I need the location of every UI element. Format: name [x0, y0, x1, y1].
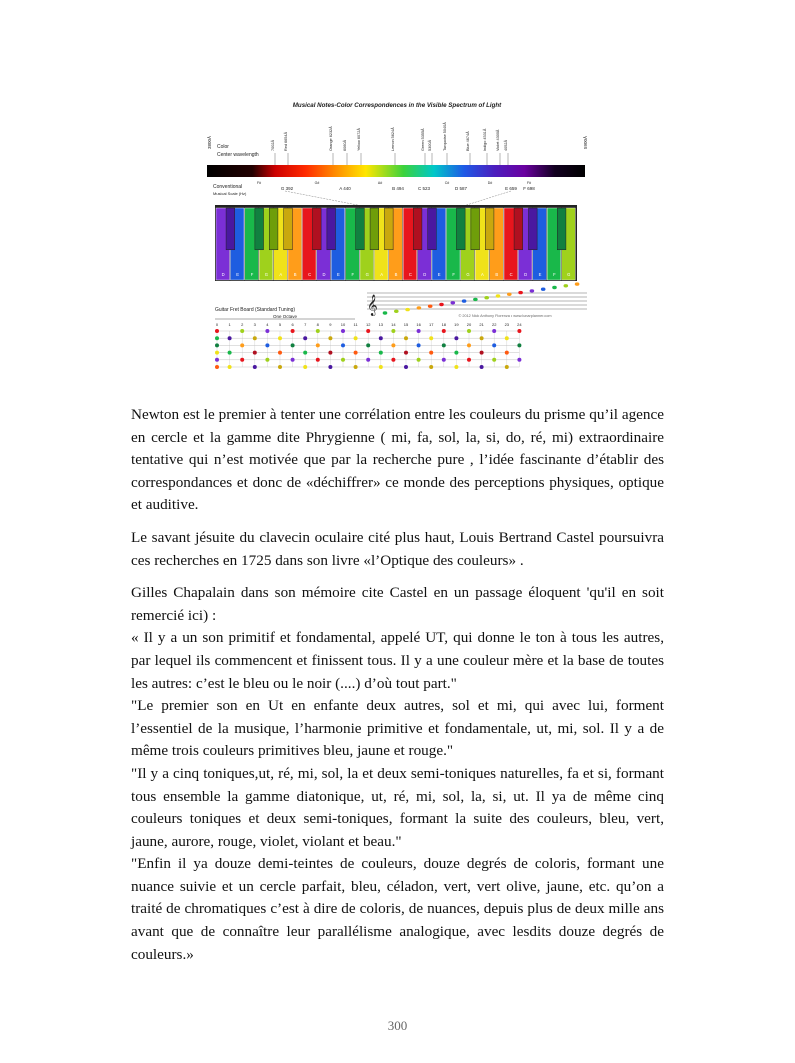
key-note-label: D — [322, 272, 326, 277]
fret-dot — [291, 358, 295, 362]
key-note-label: D — [423, 272, 427, 277]
wavelength-label: 6060Å — [343, 140, 347, 151]
black-key — [456, 208, 465, 250]
key-note-label: E — [337, 272, 340, 277]
fret-dot — [366, 329, 370, 333]
key-note-label: F — [351, 272, 355, 277]
fret-dot — [467, 329, 471, 333]
fret-number: 14 — [391, 322, 396, 327]
fret-dot — [517, 329, 521, 333]
fret-dot — [278, 365, 282, 369]
fret-dot — [228, 365, 232, 369]
fret-number: 5 — [278, 322, 282, 327]
black-key — [226, 208, 235, 250]
black-key — [255, 208, 264, 250]
wavelength-labels — [270, 122, 508, 165]
staff-note — [530, 289, 535, 292]
frequency-label: B 494 — [392, 186, 404, 191]
fret-dot — [303, 351, 307, 355]
fret-dot — [316, 329, 320, 333]
fret-dot — [341, 329, 345, 333]
staff-note — [518, 291, 523, 294]
conventional-label: Conventional — [213, 184, 243, 190]
quote-cinq-toniques: "Il y a cinq toniques,ut, ré, mi, sol, la et deux semi-toniques naturelles, fa et si, formant tous ensemble la gamme diatonique, ut, ré, mi, sol, la, si, ut. Il ya de même cinq couleurs toniques et deux semi-toniques, formant la suite des couleurs, bleu, vert, jaune, aurore, rouge, violet, violant et beau." — [131, 764, 664, 850]
center-wavelength-label: Center wavelength — [217, 152, 259, 158]
fret-dot — [492, 329, 496, 333]
fret-dot — [228, 351, 232, 355]
staff-note — [405, 308, 410, 311]
fret-number: 15 — [403, 322, 409, 327]
fret-dot — [303, 365, 307, 369]
fret-number: 22 — [491, 322, 497, 327]
frequency-label: G 392 — [280, 186, 294, 191]
fret-dot — [480, 336, 484, 340]
fret-dot — [505, 336, 509, 340]
key-note-label: C — [408, 272, 412, 277]
staff-note — [439, 303, 444, 306]
black-key — [485, 208, 494, 250]
fret-dot — [454, 351, 458, 355]
color-label: Color — [217, 144, 229, 150]
fret-dot — [442, 343, 446, 347]
key-note-label: D — [221, 272, 225, 277]
wavelength-label: Red 6654Å — [284, 132, 288, 151]
copyright-text: © 2012 Nick Anthony Fiorenza • www.lunarplanner.com — [458, 314, 552, 318]
sharp-note-label: F# — [526, 181, 532, 185]
fret-dot — [391, 329, 395, 333]
fret-number: 6 — [291, 322, 294, 327]
fret-dot — [505, 351, 509, 355]
fret-dot — [492, 343, 496, 347]
fret-dot — [404, 336, 408, 340]
fret-dot — [240, 329, 244, 333]
fret-dot — [328, 351, 332, 355]
key-note-label: E — [437, 272, 441, 277]
frequency-label: A 440 — [339, 186, 351, 191]
fret-dot — [366, 358, 370, 362]
fret-dot — [429, 365, 433, 369]
staff-note — [473, 298, 478, 301]
fret-dot — [391, 358, 395, 362]
fret-dot — [492, 358, 496, 362]
key-note-label: E — [236, 272, 239, 277]
fret-dot — [417, 358, 421, 362]
fret-dot — [404, 365, 408, 369]
key-note-label: F — [553, 272, 556, 277]
fret-dot — [454, 336, 458, 340]
wavelength-label: Orange 6232Å — [329, 126, 333, 151]
fret-dot — [253, 336, 257, 340]
staff-note — [462, 299, 467, 302]
musical-scale-label: Musical Scale (Hz) — [213, 191, 247, 196]
frequency-label: C 523 — [417, 186, 431, 191]
black-key — [514, 208, 523, 250]
paragraph-newton: Newton est le premier à tenter une corrélation entre les couleurs du prisme qu’il agence en cercle et la gamme dite Phrygienne ( mi, fa, sol, la, si, do, ré, mi) extraordinaire tentative qui n’est motivée que par la recherche pure , l’idée fascinante d’établir des correspondances et donc de «déchiffrer» ce monde des perceptions physiques, optique et auditive. — [131, 406, 664, 514]
fret-dot — [215, 343, 219, 347]
fret-dot — [328, 336, 332, 340]
fret-number: 12 — [365, 322, 371, 327]
fret-dot — [316, 358, 320, 362]
fret-number: 21 — [479, 322, 484, 327]
staff-note — [564, 284, 569, 287]
fret-dot — [228, 336, 232, 340]
scale-frequency-labels — [281, 186, 535, 191]
fret-dot — [379, 351, 383, 355]
piano-keyboard — [215, 205, 577, 281]
body-text — [131, 404, 664, 966]
fret-dot — [278, 351, 282, 355]
octave-label: One Octave — [273, 314, 298, 319]
wavelength-label: Indigo 4531Å — [483, 128, 487, 151]
fret-dot — [328, 365, 332, 369]
black-key — [327, 208, 336, 250]
quote-douze-demi-teintes: "Enfin il ya douze demi-teintes de couleurs, douze degrés de coloris, formant une nuance suivie et un cercle parfait, bleu, céladon, vert, vert olive, jaune, etc. qu’on a traité de chromatiques c’est à dire de coloris, de nuances, depuis plus de deux mille ans avant que de connaître leur parallélisme analogique, avec lesdits douze degrés de couleurs.» — [131, 855, 664, 963]
fret-dot — [417, 343, 421, 347]
fret-dot — [480, 351, 484, 355]
fret-dot — [240, 343, 244, 347]
fret-dot — [215, 351, 219, 355]
fret-dot — [442, 329, 446, 333]
key-note-label: B — [495, 272, 499, 277]
guitar-fretboard — [215, 322, 522, 369]
fret-dot — [505, 365, 509, 369]
wavelength-label: Violet 4300Å — [496, 129, 500, 151]
staff-note — [451, 301, 456, 304]
fret-number: 24 — [517, 322, 522, 327]
fret-dot — [265, 358, 269, 362]
black-key — [471, 208, 480, 250]
fret-number: 10 — [340, 322, 346, 327]
fret-number: 17 — [428, 322, 434, 327]
staff-note — [575, 282, 580, 285]
fret-dot — [215, 329, 219, 333]
key-note-label: G — [264, 272, 269, 277]
fret-dot — [379, 365, 383, 369]
fret-number: 20 — [466, 322, 472, 327]
fretboard-title: Guitar Fret Board (Standard Tuning) — [215, 307, 296, 313]
wavelength-label: Green 5355Å — [421, 128, 425, 151]
key-note-label: F — [452, 272, 455, 277]
fret-dot — [442, 358, 446, 362]
sharp-note-labels — [257, 181, 531, 185]
wavelength-label: 4052Å — [504, 140, 508, 151]
black-key — [428, 208, 437, 250]
fret-dot — [291, 343, 295, 347]
fret-dot — [354, 351, 358, 355]
page-number: 300 — [387, 1018, 408, 1033]
staff-note — [507, 293, 512, 296]
fret-dot — [517, 358, 521, 362]
frequency-label: F 698 — [523, 186, 535, 191]
fret-dot — [291, 329, 295, 333]
key-note-label: G — [365, 272, 369, 277]
sharp-note-label: C# — [444, 181, 450, 185]
fret-number: 3 — [253, 322, 256, 327]
fret-number: 1 — [228, 322, 231, 327]
color-music-figure — [195, 95, 595, 370]
fret-dot — [240, 358, 244, 362]
fret-number: 18 — [441, 322, 447, 327]
fret-dot — [265, 343, 269, 347]
key-note-label: A — [279, 272, 283, 277]
fret-dot — [354, 365, 358, 369]
staff-note — [496, 294, 501, 297]
wavelength-label: 5300Å — [428, 140, 432, 151]
sharp-note-label: G# — [314, 181, 320, 185]
quote-ut: « Il y a un son primitif et fondamental, appelé UT, qui donne le ton à tous les autres, par lequel ils commencent et finissent tous. Il y a une couleur mère et la base de toutes les autres: c’est le bleu ou le noir (....) d’où tout part." — [131, 629, 664, 692]
fret-dot — [517, 343, 521, 347]
wavelength-label: Turquoise 5040Å — [443, 122, 447, 151]
fret-dot — [341, 343, 345, 347]
fret-dot — [278, 336, 282, 340]
key-note-label: A — [481, 272, 484, 277]
key-note-label: C — [308, 272, 312, 277]
fret-dot — [429, 351, 433, 355]
staff-note — [552, 286, 557, 289]
sharp-note-label: A# — [377, 181, 383, 185]
staff-note — [417, 306, 422, 309]
key-note-label: E — [538, 272, 542, 277]
fret-number: 7 — [304, 322, 307, 327]
fret-number: 11 — [353, 322, 358, 327]
fret-number: 2 — [241, 322, 244, 327]
figure-title: Musical Notes-Color Correspondences in the Visible Spectrum of Light — [292, 102, 502, 109]
key-note-label: G — [466, 272, 470, 277]
fret-dot — [215, 358, 219, 362]
sharp-note-label: D# — [487, 181, 493, 185]
wavelength-label: 7002Å — [271, 140, 275, 151]
endpoint-right-label: 5900Å — [583, 135, 588, 149]
frequency-label: E 659 — [505, 186, 517, 191]
fret-number: 16 — [416, 322, 421, 327]
fret-dot — [467, 343, 471, 347]
fret-dot — [354, 336, 358, 340]
staff-note — [394, 310, 399, 313]
quote-premier-son: "Le premier son en Ut en enfante deux autres, sol et mi, qui avec lui, forment l’essentiel de la musique, l’harmonie primitive et fondamentale, ut, mi, sol. Il y a de même trois couleurs primitives bleu, jaune et rouge." — [131, 697, 664, 760]
key-note-label: B — [394, 272, 398, 277]
staff-note — [428, 305, 433, 308]
paragraph-chapalain: Gilles Chapalain dans son mémoire cite Castel en un passage éloquent 'qu'il en soit remercié ici) : — [131, 584, 664, 624]
staff-note — [383, 311, 388, 314]
music-staff — [367, 282, 587, 316]
fret-dot — [404, 351, 408, 355]
black-key — [312, 208, 321, 250]
black-key — [356, 208, 365, 250]
fret-number: 13 — [378, 322, 384, 327]
fret-dot — [316, 343, 320, 347]
black-key — [557, 208, 566, 250]
key-note-label: A — [380, 272, 383, 277]
fret-dot — [215, 336, 219, 340]
fret-number: 0 — [215, 322, 219, 327]
fret-dot — [454, 365, 458, 369]
key-note-label: D — [524, 272, 528, 277]
fret-number: 9 — [329, 322, 332, 327]
key-note-label: F — [250, 272, 254, 277]
black-key — [384, 208, 393, 250]
fret-number: 8 — [316, 322, 319, 327]
fret-number: 23 — [504, 322, 510, 327]
staff-note — [484, 296, 489, 299]
spectrum-bar — [207, 165, 585, 177]
key-note-label: B — [293, 272, 297, 277]
fret-dot — [253, 365, 257, 369]
fret-dot — [391, 343, 395, 347]
wavelength-label: Yellow 6072Å — [357, 128, 361, 151]
black-key — [413, 208, 422, 250]
key-note-label: G — [567, 272, 571, 277]
black-key — [528, 208, 537, 250]
fret-dot — [303, 336, 307, 340]
fret-dot — [379, 336, 383, 340]
black-key — [370, 208, 379, 250]
wavelength-label: Lemon 5624Å — [391, 127, 395, 151]
fret-number: 4 — [266, 322, 269, 327]
fret-dot — [253, 351, 257, 355]
fret-dot — [341, 358, 345, 362]
key-note-label: C — [509, 272, 513, 277]
fret-dot — [265, 329, 269, 333]
treble-clef: 𝄞 — [367, 295, 378, 315]
fret-number: 19 — [454, 322, 459, 327]
fret-dot — [467, 358, 471, 362]
fret-dot — [215, 365, 219, 369]
fret-dot — [480, 365, 484, 369]
endpoint-left-label: 3800Å — [207, 135, 212, 149]
black-key — [269, 208, 278, 250]
wavelength-label: Blue 4674Å — [466, 131, 470, 151]
fret-dot — [429, 336, 433, 340]
staff-note — [541, 288, 546, 291]
sharp-note-label: F# — [256, 181, 262, 185]
frequency-label: D 587 — [454, 186, 468, 191]
fret-dot — [417, 329, 421, 333]
black-key — [284, 208, 293, 250]
paragraph-castel: Le savant jésuite du clavecin oculaire cité plus haut, Louis Bertrand Castel poursuivra ces recherches en 1725 dans son livre «l’Optique des couleurs» . — [131, 528, 664, 569]
fret-dot — [366, 343, 370, 347]
